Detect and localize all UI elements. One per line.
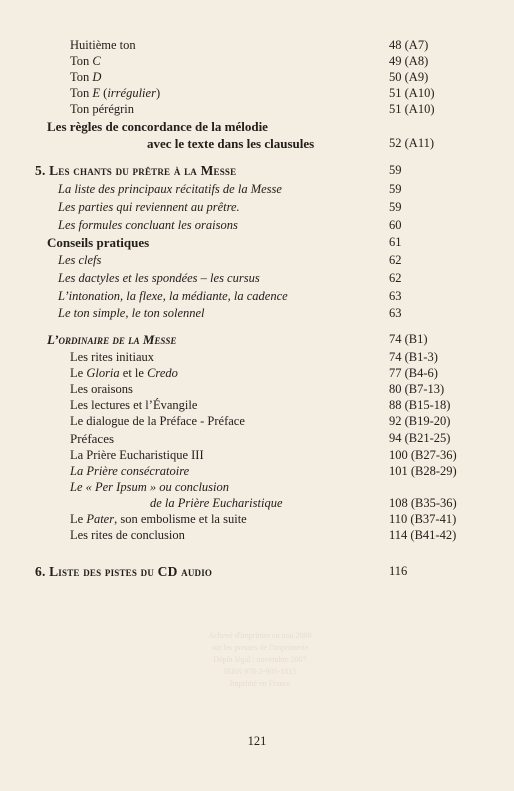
entry-title: Le « Per Ipsum » ou conclusion	[70, 480, 230, 494]
toc-entry	[0, 85, 514, 102]
entry-page: 52 (A11)	[389, 136, 435, 150]
toc-entry	[0, 234, 514, 251]
entry-page: 49 (A8)	[389, 54, 429, 68]
page-number: 121	[247, 734, 267, 748]
entry-title: Les clefs	[58, 253, 102, 267]
entry-title: Le dialogue de la Préface - Préface	[70, 414, 245, 428]
entry-page: 88 (B15-18)	[389, 398, 451, 412]
toc-entry	[0, 447, 514, 464]
entry-page: 108 (B35-36)	[389, 496, 457, 510]
entry-page: 74 (B1-3)	[389, 350, 438, 364]
entry-title: Préfaces	[70, 431, 115, 446]
toc-entry	[0, 413, 514, 430]
entry-page: 60	[389, 218, 402, 232]
entry-page: 59	[389, 200, 402, 214]
entry-title: Les parties qui reviennent au prêtre.	[58, 200, 240, 214]
entry-page: 77 (B4-6)	[389, 366, 438, 380]
entry-page: 110 (B37-41)	[389, 512, 457, 526]
entry-title: Ton D	[70, 70, 102, 84]
entry-title: Le ton simple, le ton solennel	[58, 306, 205, 320]
entry-title: Ton pérégrin	[70, 102, 135, 116]
entry-page: 51 (A10)	[389, 86, 435, 100]
entry-page: 61	[389, 235, 402, 249]
entry-title: Les rites initiaux	[70, 350, 155, 364]
entry-page: 50 (A9)	[389, 70, 429, 84]
entry-page: 63	[389, 306, 402, 320]
chapter-title: 6. Liste des pistes du CD audio	[35, 564, 213, 579]
chapter-heading	[0, 162, 514, 179]
toc-entry	[0, 217, 514, 234]
toc-entry	[0, 135, 514, 152]
entry-title: Les oraisons	[70, 382, 133, 396]
toc-entry	[0, 397, 514, 414]
toc-entry	[0, 53, 514, 70]
chapter-title: 5. Les chants du prêtre à la Messe	[35, 163, 237, 178]
toc-entry	[0, 101, 514, 118]
entry-title: Le Pater, son embolisme et la suite	[70, 512, 247, 526]
entry-title: La Prière Eucharistique III	[70, 448, 204, 462]
toc-entry	[0, 37, 514, 54]
toc-entry	[0, 430, 514, 447]
entry-title: Conseils pratiques	[47, 235, 150, 250]
entry-page: 63	[389, 289, 402, 303]
toc-entry	[0, 69, 514, 86]
entry-page: 94 (B21-25)	[389, 431, 451, 445]
entry-title: Les règles de concordance de la mélodie	[47, 119, 268, 134]
entry-title: Les rites de conclusion	[70, 528, 185, 542]
toc-entry	[0, 463, 514, 480]
section-title: L’ordinaire de la Messe	[47, 332, 177, 347]
toc-entry	[0, 288, 514, 305]
entry-page: 101 (B28-29)	[389, 464, 457, 478]
entry-page: 59	[389, 163, 402, 177]
toc-entry	[0, 381, 514, 398]
toc-entry	[0, 495, 514, 512]
entry-page: 80 (B7-13)	[389, 382, 445, 396]
section-heading	[0, 331, 514, 348]
toc-entry	[0, 511, 514, 528]
toc-entry	[0, 527, 514, 544]
entry-title: Les formules concluant les oraisons	[58, 218, 238, 232]
toc-entry	[0, 181, 514, 198]
entry-title: Huitième ton	[70, 38, 136, 52]
entry-title: Le Gloria et le Credo	[70, 366, 178, 380]
entry-page: 114 (B41-42)	[389, 528, 457, 542]
entry-page: 100 (B27-36)	[389, 448, 457, 462]
toc-entry	[0, 349, 514, 366]
toc-entry	[0, 479, 514, 496]
entry-page: 51 (A10)	[389, 102, 435, 116]
entry-page: 48 (A7)	[389, 38, 429, 52]
entry-title: Les dactyles et les spondées – les cursus	[58, 271, 260, 285]
entry-title: La liste des principaux récitatifs de la Messe	[58, 182, 282, 196]
entry-title: La Prière consécratoire	[70, 464, 190, 478]
entry-page: 59	[389, 182, 402, 196]
toc-entry	[0, 118, 514, 135]
toc-entry	[0, 199, 514, 216]
entry-title: Ton C	[70, 54, 101, 68]
toc-entry	[0, 365, 514, 382]
entry-page: 116	[389, 564, 408, 578]
toc-entry	[0, 252, 514, 269]
entry-page: 74 (B1)	[389, 332, 428, 346]
toc-entry	[0, 270, 514, 287]
entry-page: 92 (B19-20)	[389, 414, 451, 428]
chapter-heading	[0, 563, 514, 580]
entry-page: 62	[389, 271, 402, 285]
entry-page: 62	[389, 253, 402, 267]
show-through-text: Achevé d'imprimer en mai 2008 sur les presses de l'imprimerie Dépôt légal : novembre 2007 ISBN 978-2-905-1815 Imprimé en France	[208, 631, 312, 688]
entry-title: Les lectures et l’Évangile	[70, 398, 198, 412]
entry-title: de la Prière Eucharistique	[150, 496, 283, 510]
entry-title: L’intonation, la flexe, la médiante, la cadence	[58, 289, 288, 303]
entry-title: avec le texte dans les clausules	[147, 136, 315, 151]
entry-title: Ton E (irrégulier)	[70, 86, 161, 100]
toc-entry	[0, 305, 514, 322]
